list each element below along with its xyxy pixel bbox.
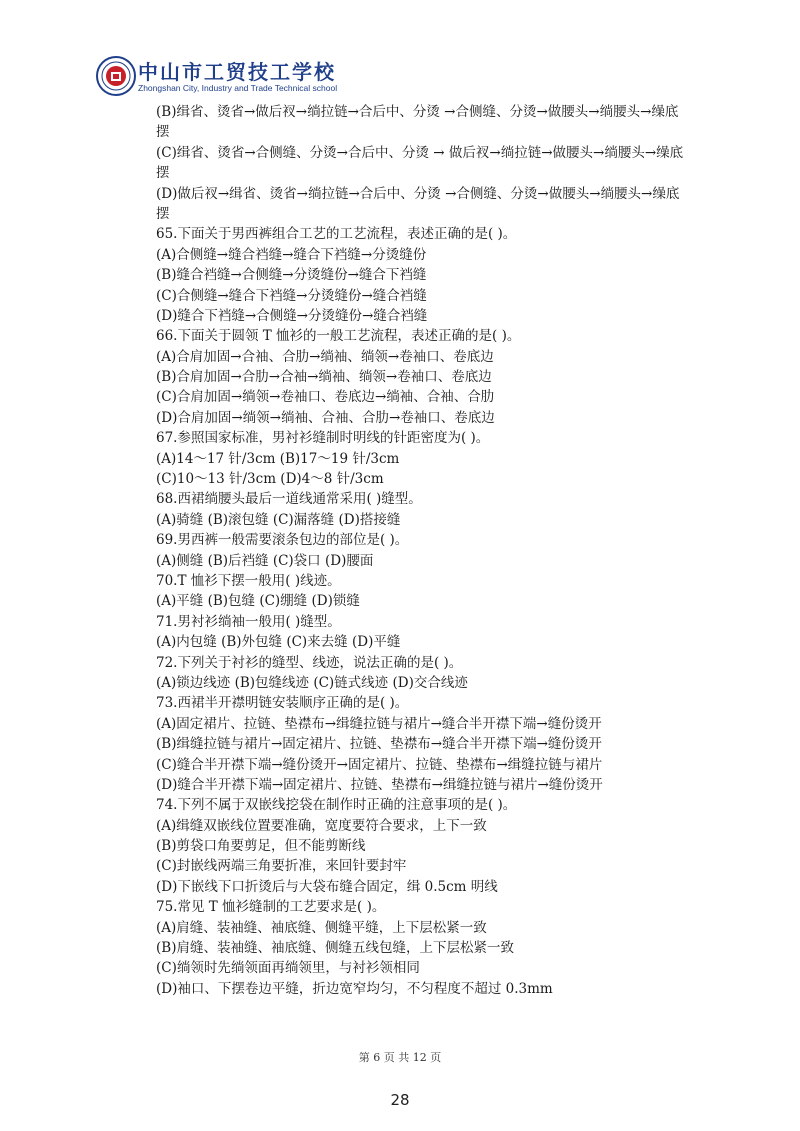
text-line: (C)缝合半开襟下端→缝份烫开→固定裙片、拉链、垫襟布→缉缝拉链与裙片 [156, 756, 603, 773]
text-line: (D)下嵌线下口折烫后与大袋布缝合固定，缉 0.5cm 明线 [156, 878, 498, 895]
text-line: (C)合侧缝→缝合下裆缝→分烫缝份→缝合裆缝 [156, 287, 427, 304]
text-line: 68.西裙绱腰头最后一道线通常采用( )缝型。 [156, 491, 422, 508]
text-line: (A)内包缝 (B)外包缝 (C)来去缝 (D)平缝 [156, 634, 401, 651]
text-line: (B)剪袋口角要剪足，但不能剪断线 [156, 838, 366, 855]
text-line: (B)缉省、烫省→做后衩→绱拉链→合后中、分烫 →合侧缝、分烫→做腰头→绱腰头→缲底 [156, 104, 679, 120]
text-line: (A)骑缝 (B)滚包缝 (C)漏落缝 (D)搭接缝 [156, 511, 401, 528]
document-header [96, 56, 496, 100]
text-line: 74.下列不属于双嵌线挖袋在制作时正确的注意事项的是( )。 [156, 797, 517, 814]
text-line: (C)封嵌线两端三角要折准，来回针要封牢 [156, 858, 407, 875]
school-name-en: Zhongshan City, Industry and Trade Technical school [138, 83, 338, 93]
text-line: (A)肩缝、装袖缝、袖底缝、侧缝平缝，上下层松紧一致 [156, 919, 487, 936]
text-line: 摆 [156, 165, 170, 182]
school-emblem-icon [96, 56, 136, 96]
text-line: 69.男西裤一般需要滚条包边的部位是( )。 [156, 532, 409, 549]
text-line: (D)合肩加固→绱领→绱袖、合袖、合肋→卷袖口、卷底边 [156, 409, 495, 426]
text-line: 65.下面关于男西裤组合工艺的工艺流程，表述正确的是( )。 [156, 226, 517, 243]
text-line: (A)合侧缝→缝合裆缝→缝合下裆缝→分烫缝份 [156, 246, 427, 263]
text-line: (A)缉缝双嵌线位置要准确，宽度要符合要求，上下一致 [156, 817, 487, 834]
text-line: 66.下面关于圆领 T 恤衫的一般工艺流程，表述正确的是( )。 [156, 328, 521, 345]
text-line: (A)锁边线迹 (B)包缝线迹 (C)链式线迹 (D)交合线迹 [156, 674, 468, 691]
text-line: (B)缝合裆缝→合侧缝→分烫缝份→缝合下裆缝 [156, 267, 427, 284]
text-line: 72.下列关于衬衫的缝型、线迹，说法正确的是( )。 [156, 654, 463, 671]
text-line: 75.常见 T 恤衫缝制的工艺要求是( )。 [156, 899, 386, 916]
text-line: (C)合肩加固→绱领→卷袖口、卷底边→绱袖、合袖、合肋 [156, 389, 495, 406]
text-line: 摆 [156, 124, 170, 141]
text-line: 73.西裙半开襟明链安装顺序正确的是( )。 [156, 695, 409, 712]
text-line: (C)缉省、烫省→合侧缝、分烫→合后中、分烫 → 做后衩→绱拉链→做腰头→绱腰头→缲底 [156, 144, 684, 161]
text-line: (C)10～13 针/3cm (D)4～8 针/3cm [156, 471, 384, 488]
page-counter: 第 6 页 共 12 页 [358, 1051, 442, 1064]
text-line: (D)缝合半开襟下端→固定裙片、拉链、垫襟布→缉缝拉链与裙片→缝份烫开 [156, 776, 603, 793]
text-line: (B)肩缝、装袖缝、袖底缝、侧缝五线包缝，上下层松紧一致 [156, 940, 514, 957]
school-name-cn: 中山市工贸技工学校 [138, 60, 336, 84]
text-line: (D)缝合下裆缝→合侧缝→分烫缝份→缝合裆缝 [156, 307, 428, 324]
text-line: (C)绱领时先绱领面再绱领里，与衬衫领相同 [156, 960, 420, 977]
text-line: (A)合肩加固→合袖、合肋→绱袖、绱领→卷袖口、卷底边 [156, 348, 494, 365]
text-line: 71.男衬衫绱袖一般用( )缝型。 [156, 613, 341, 630]
text-line: (B)缉缝拉链与裙片→固定裙片、拉链、垫襟布→缝合半开襟下端→缝份烫开 [156, 736, 602, 753]
text-line: (A)固定裙片、拉链、垫襟布→缉缝拉链与裙片→缝合半开襟下端→缝份烫开 [156, 715, 602, 732]
text-line: (A)平缝 (B)包缝 (C)绷缝 (D)锁缝 [156, 593, 360, 610]
page-number: 28 [390, 1091, 410, 1109]
text-line: 67.参照国家标准，男衬衫缝制时明线的针距密度为( )。 [156, 430, 490, 447]
text-line: (D)袖口、下摆卷边平缝，折边宽窄均匀，不匀程度不超过 0.3mm [156, 980, 553, 997]
question-content [156, 102, 684, 999]
text-line: 70.T 恤衫下摆一般用( )线迹。 [156, 572, 341, 589]
text-line: (A)侧缝 (B)后裆缝 (C)袋口 (D)腰面 [156, 552, 374, 569]
text-line: (B)合肩加固→合肋→合袖→绱袖、绱领→卷袖口、卷底边 [156, 369, 492, 386]
text-line: (A)14～17 针/3cm (B)17～19 针/3cm [156, 450, 400, 467]
text-line: (D)做后衩→缉省、烫省→绱拉链→合后中、分烫 →合侧缝、分烫→做腰头→绱腰头→缲底 [156, 185, 680, 202]
text-line: 摆 [156, 205, 170, 222]
